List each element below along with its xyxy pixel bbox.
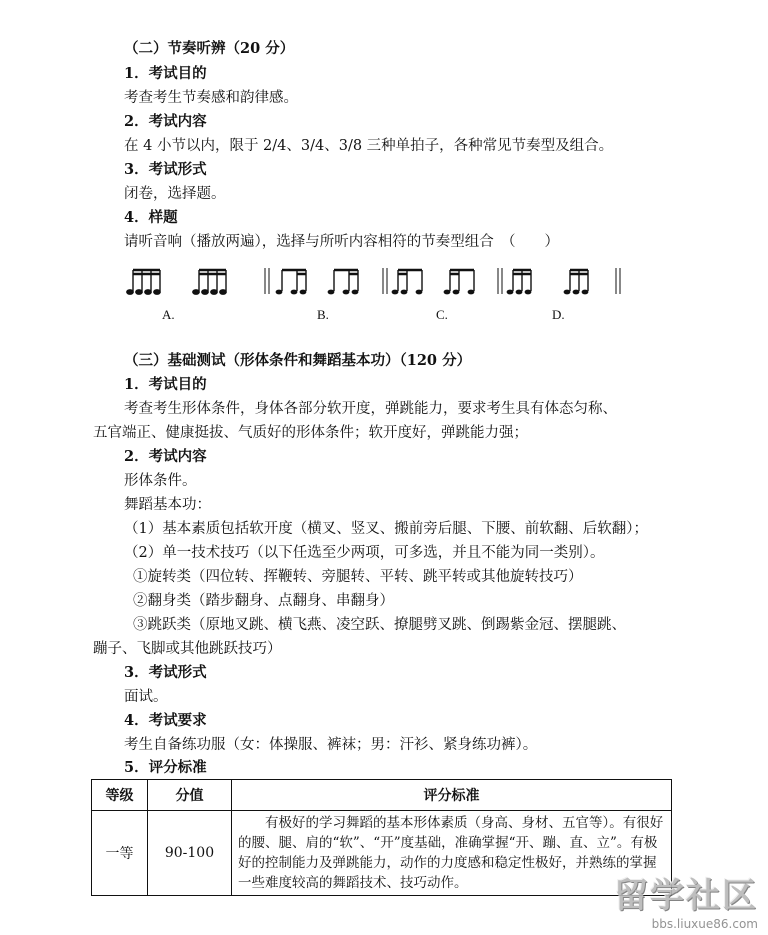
rhythm-notation-figure	[122, 262, 662, 302]
rhythm-option-b-figure	[276, 270, 359, 294]
section3-item3-text: 面试。	[124, 689, 168, 705]
scoring-table	[91, 779, 672, 896]
table-row	[92, 811, 672, 896]
section2-item4-title: 4．样题	[124, 209, 178, 226]
section3-item2-title: 2．考试内容	[124, 448, 207, 465]
section3-item5-title: 5．评分标准	[124, 759, 207, 776]
header-grade: 等级	[92, 780, 148, 811]
rhythm-option-d-figure	[507, 270, 589, 294]
table-header-row	[92, 780, 672, 811]
section3-item2-line7: ③跳跃类（原地叉跳、横飞燕、凌空跃、撩腿劈叉跳、倒踢紫金冠、摆腿跳、	[133, 617, 626, 633]
section2-title: （二）节奏听辨（20 分）	[124, 40, 295, 57]
section3-item2-line2: 舞蹈基本功：	[124, 497, 211, 513]
option-c-label: C.	[436, 307, 448, 322]
section2-item2-text: 在 4 小节以内，限于 2/4、3/4、3/8 三种单拍子，各种常见节奏型及组合。	[124, 138, 614, 154]
section3-item2-line5: ①旋转类（四位转、挥鞭转、旁腿转、平转、跳平转或其他旋转技巧）	[133, 569, 583, 585]
watermark-url: bbs.liuxue86.com	[651, 917, 758, 931]
section3-item4-text: 考生自备练功服（女：体操服、裤袜；男：汗衫、紧身练功裤）。	[124, 737, 538, 753]
rhythm-option-c-figure	[392, 270, 475, 294]
section3-item1-line2: 五官端正、健康挺拔、气质好的形体条件；软开度好，弹跳能力强；	[93, 425, 528, 441]
cell-score: 90-100	[148, 811, 232, 896]
rhythm-option-a-figure	[127, 270, 227, 294]
section2-item3-title: 3．考试形式	[124, 161, 207, 178]
cell-grade: 一等	[92, 811, 148, 896]
section2-item1-text: 考查考生节奏感和韵律感。	[124, 90, 298, 106]
header-score: 分值	[148, 780, 232, 811]
option-a-label: A.	[162, 307, 175, 322]
section2-item3-text: 闭卷，选择题。	[124, 186, 226, 202]
section2-item1-title: 1．考试目的	[124, 65, 207, 82]
section3-item2-line8: 蹦子、飞脚或其他跳跃技巧）	[93, 641, 282, 657]
section3-item2-line4: （2）单一技术技巧（以下任选至少两项，可多选，并且不能为同一类别）。	[124, 545, 605, 561]
watermark	[614, 868, 758, 931]
section3-item2-line1: 形体条件。	[124, 473, 197, 489]
option-b-label: B.	[317, 307, 329, 322]
section3-item1-title: 1．考试目的	[124, 376, 207, 393]
section3-item2-line6: ②翻身类（踏步翻身、点翻身、串翻身）	[133, 593, 394, 609]
section2-item4-text: 请听音响（播放两遍），选择与所听内容相符的节奏型组合 （ ）	[124, 234, 559, 250]
watermark-logo: 留学社区	[614, 876, 758, 916]
section3-item1-line1: 考查考生形体条件，身体各部分软开度，弹跳能力，要求考生具有体态匀称、	[124, 401, 617, 417]
header-criteria: 评分标准	[232, 780, 672, 811]
option-d-label: D.	[552, 307, 565, 322]
section3-title: （三）基础测试（形体条件和舞蹈基本功）（120 分）	[124, 352, 472, 369]
section2-item2-title: 2．考试内容	[124, 113, 207, 130]
section3-item2-line3: （1）基本素质包括软开度（横叉、竖叉、搬前旁后腿、下腰、前软翻、后软翻）；	[124, 521, 648, 537]
section3-item4-title: 4．考试要求	[124, 712, 207, 729]
section3-item3-title: 3．考试形式	[124, 664, 207, 681]
cell-criteria: 有极好的学习舞蹈的基本形体素质（身高、身材、五官等）。有很好的腰、腿、肩的“软”、“开”度基础，准确掌握“开、蹦、直、立”。有极好的控制能力及弹跳能力，动作的力度感和稳定性极好，并熟练的掌握一些难度较高的舞蹈技术、技巧动作。	[232, 811, 672, 896]
